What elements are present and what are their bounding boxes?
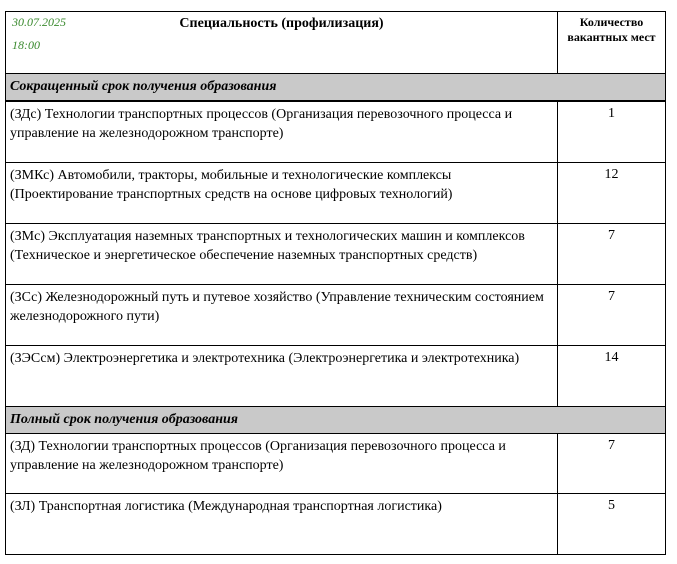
specialty-header-cell [6,12,558,74]
specialty-name: (ЗМс) Эксплуатация наземных транспортных и технологических машин и комплексов (Техническое и энергетическое обеспечение наземных транспортных средств) [6,223,558,284]
specialty-name: (ЗСс) Железнодорожный путь и путевое хозяйство (Управление техническим состоянием железнодорожного пути) [6,284,558,345]
specialty-name: (ЗД) Технологии транспортных процессов (Организация перевозочного процесса и управление на железнодорожном транспорте) [6,434,558,494]
vacancies-table [5,11,666,555]
vacancy-count: 5 [558,494,666,555]
specialty-name: (ЗДс) Технологии транспортных процессов (Организация перевозочного процесса и управление на железнодорожном транспорте) [6,101,558,162]
specialty-name: (ЗЭСсм) Электроэнергетика и электротехника (Электроэнергетика и электротехника) [6,345,558,406]
vacancy-count: 7 [558,434,666,494]
vacancy-count: 7 [558,223,666,284]
table-row [6,101,666,162]
specialty-column-header: Специальность (профилизация) [179,16,384,31]
section-title: Полный срок получения образования [6,406,666,433]
specialty-name: (ЗМКс) Автомобили, тракторы, мобильные и технологические комплексы (Проектирование транспортных средств на основе цифровых технологий) [6,162,558,223]
specialty-name: (ЗЛ) Транспортная логистика (Международная транспортная логистика) [6,494,558,555]
count-header-line2: вакантных мест [567,30,656,44]
table-row [6,162,666,223]
table-row [6,345,666,406]
vacancy-count: 1 [558,101,666,162]
table-header-row [6,12,666,74]
table-row [6,223,666,284]
report-time: 18:00 [12,38,40,52]
table-row [6,284,666,345]
vacancy-count: 7 [558,284,666,345]
section-row-shortened [6,73,666,101]
table-row [6,434,666,494]
vacancy-count: 12 [558,162,666,223]
table-row [6,494,666,555]
section-title: Сокращенный срок получения образования [6,73,666,101]
count-header-line1: Количество [579,15,644,29]
count-column-header [558,12,666,74]
vacancy-count: 14 [558,345,666,406]
report-date: 30.07.2025 [12,15,66,29]
section-row-full [6,406,666,433]
